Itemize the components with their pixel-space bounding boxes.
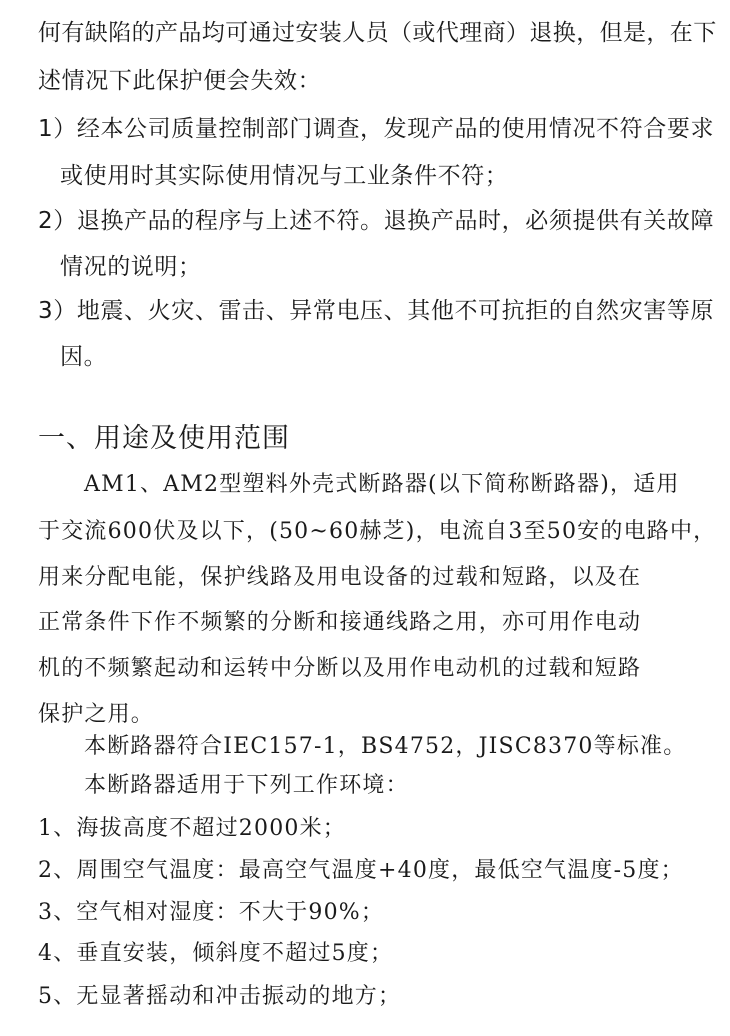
warranty-item-1-text: 经本公司质量控制部门调查，发现产品的使用情况不符合要求 — [76, 116, 715, 142]
standards-line: 本断路器符合IEC157-1，BS4752，JISC8370等标准。 — [84, 734, 687, 759]
environment-item-5: 5、无显著摇动和冲击振动的地方； — [38, 984, 402, 1009]
warranty-item-2-continuation: 情况的说明； — [60, 254, 202, 280]
paragraph-line-6: 保护之用。 — [38, 702, 155, 727]
paragraph-line-1: AM1、AM2型塑料外壳式断路器(以下简称断路器)，适用 — [84, 472, 680, 497]
paragraph-line-2: 于交流600伏及以下，(50~60赫芝)，电流自3至50安的电路中， — [38, 519, 717, 544]
warranty-item-1-continuation: 或使用时其实际使用情况与工业条件不符； — [60, 163, 509, 189]
paragraph-line-4: 正常条件下作不频繁的分断和接通线路之用，亦可用作电动 — [38, 610, 642, 635]
warranty-item-3 — [38, 296, 714, 326]
environment-intro: 本断路器适用于下列工作环境： — [84, 773, 409, 798]
warranty-item-3-continuation: 因。 — [60, 344, 108, 370]
environment-item-2: 2、周围空气温度：最高空气温度+40度，最低空气温度-5度； — [38, 858, 684, 883]
paragraph-line-5: 机的不频繁起动和运转中分断以及用作电动机的过载和短路 — [38, 656, 642, 681]
warranty-intro-line-2: 述情况下此保护便会失效： — [38, 68, 322, 94]
warranty-item-2 — [38, 206, 714, 236]
environment-item-4: 4、垂直安装，倾斜度不超过5度； — [38, 941, 394, 966]
section-heading: 一、用途及使用范围 — [38, 423, 290, 454]
warranty-item-2-number: 2） — [38, 208, 77, 234]
environment-item-1: 1、海拔高度不超过2000米； — [38, 816, 346, 841]
warranty-item-2-text: 退换产品的程序与上述不符。退换产品时，必须提供有关故障 — [76, 208, 715, 234]
warranty-item-1-number: 1） — [38, 116, 77, 142]
environment-item-3: 3、空气相对湿度：不大于90%； — [38, 900, 385, 925]
warranty-item-1 — [38, 114, 714, 144]
warranty-item-3-text: 地震、火灾、雷击、异常电压、其他不可抗拒的自然灾害等原 — [76, 298, 715, 324]
warranty-intro-line-1: 何有缺陷的产品均可通过安装人员（或代理商）退换，但是，在下 — [38, 20, 717, 46]
paragraph-line-3: 用来分配电能，保护线路及用电设备的过载和短路，以及在 — [38, 565, 642, 590]
warranty-item-3-number: 3） — [38, 298, 77, 324]
